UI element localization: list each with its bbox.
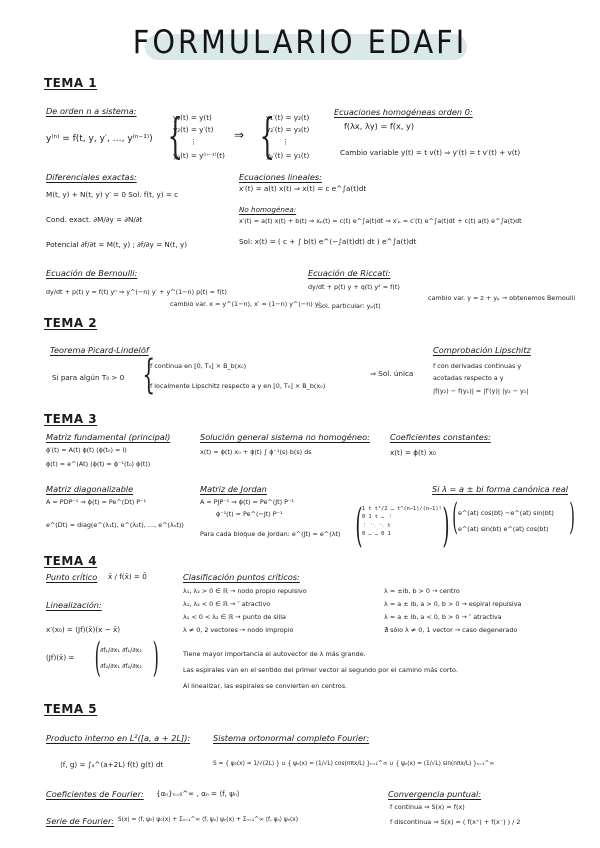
diag-eq-0: A = PDP⁻¹ ⇒ ϕ(t) = Pe^(Dt) P⁻¹ bbox=[46, 498, 147, 506]
clasif-row2-2: λ = a ± ib, a < 0, b > 0 → ″ atractiva bbox=[384, 613, 502, 621]
jacobiana-lhs: (Jf)(x̄) = bbox=[46, 653, 75, 662]
tema1-heading: TEMA 1 bbox=[44, 76, 98, 90]
picard-label: Teorema Picard-Lindelöf bbox=[50, 345, 149, 355]
diag-eq-1: e^(Dt) = diag(e^(λ₁t), e^(λ₂t), …, e^(λₙt)) bbox=[46, 521, 184, 529]
jordan-eq-0: A = PJP⁻¹ ⇒ ϕ(t) = Pe^(Jt) P⁻¹ bbox=[200, 498, 294, 506]
sistema-label: Sistema ortonormal completo Fourier: bbox=[213, 733, 370, 743]
jordan-matrix-row-1: 0 1 t … ⋮ bbox=[362, 514, 393, 521]
picard-item-1: f localmente Lipschitz respecto a y en [0, T₀] × B_b(x₀) bbox=[150, 382, 326, 390]
canonica-bracket-left: ( bbox=[452, 497, 458, 538]
homog-label: Ecuaciones homogéneas orden 0: bbox=[334, 107, 473, 117]
convergencia-label: Convergencia puntual: bbox=[388, 789, 482, 799]
coef-const-label: Coeficientes constantes: bbox=[390, 432, 491, 442]
diag-label: Matriz diagonalizable bbox=[46, 484, 134, 494]
picard-item-0: f continua en [0, T₀] × B_b(x₀) bbox=[150, 362, 247, 370]
bernoulli-cambio: cambio var. x = y^(1−n), x′ = (1−n) y^(−n) y′ bbox=[170, 300, 321, 308]
lipschitz-text-0: f con derivadas continuas y bbox=[433, 362, 522, 370]
system2-brace: { bbox=[259, 108, 275, 164]
clasif-row-2: λ₁ < 0 < λ₂ ∈ ℝ → punto de silla bbox=[183, 613, 286, 621]
orden-n-system2-0: y₁′(t) = y₂(t) bbox=[266, 113, 310, 122]
picard-result: ⇒ Sol. única bbox=[370, 369, 414, 378]
tema4-note-1: Las espirales van en el sentido del primer vector al segundo por el camino más corto. bbox=[183, 666, 458, 674]
no-homog-label: No homogénea: bbox=[239, 205, 297, 214]
coef-fourier-label: Coeficientes de Fourier: bbox=[46, 789, 144, 799]
picard-brace: { bbox=[142, 352, 156, 398]
convergencia-row-0: f continua ⇒ S(x) = f(x) bbox=[390, 803, 465, 811]
lipschitz-text-1: acotadas respecto a y bbox=[433, 374, 504, 382]
sistema-equation: S = { ψ₀(x) = 1/√(2L) } ∪ { ψₙ(x) = (1/√L) cos(nπx/L) }ₙ₌₁^∞ ∪ { ψₙ(x) = (1/√L) sin(nπx/L) }ₙ₌₁^∞ bbox=[213, 761, 495, 767]
linealizacion-equation: x′(x₀) = (Jf)(x̄)(x − x̄) bbox=[46, 625, 121, 634]
jordan-matrix bbox=[362, 505, 442, 539]
clasif-label: Clasificación puntos críticos: bbox=[183, 572, 300, 582]
bernoulli-equation: dy/dt + p(t) y = f(t) yⁿ ⇒ y^(−n) y′ + y^(1−n) p(t) = f(t) bbox=[46, 288, 227, 296]
critico-equation: x̄ / f(x̄) = 0̄ bbox=[108, 572, 147, 581]
general-equation: x(t) = ϕ(t) x₀ + ϕ(t) ∫ ϕ⁻¹(s) b(s) ds bbox=[200, 448, 312, 456]
orden-n-system2-1: y₂′(t) = y₃(t) bbox=[266, 125, 310, 134]
orden-n-system2-3: yₙ′(t) = y₁(t) bbox=[266, 151, 310, 160]
serie-equation: S(x) = ⟨f, ψ₀⟩ ψ₀(x) + Σₙ₌₁^∞ ⟨f, ψₙ⟩ ψₙ(x) + Σₙ₌₁^∞ ⟨f, ψₙ⟩ ψₙ(x) bbox=[118, 817, 298, 823]
system-brace: { bbox=[167, 108, 183, 164]
riccati-sol: Sol. particular: yₚ(t) bbox=[318, 302, 381, 310]
homog-equation: f(λx, λy) = f(x, y) bbox=[344, 121, 415, 131]
fundamental-label: Matriz fundamental (principal) bbox=[46, 432, 171, 442]
clasif-row-0: λ₁, λ₂ > 0 ∈ ℝ → nodo propio repulsivo bbox=[183, 587, 307, 595]
orden-n-label: De orden n a sistema: bbox=[46, 106, 137, 116]
jacobiana-row-0: ∂f₁/∂x₁ ∂f₁/∂x₂ bbox=[100, 646, 142, 654]
jacobiana-row-1: ∂f₂/∂x₁ ∂f₂/∂x₂ bbox=[100, 662, 142, 670]
tema4-note-0: Tiene mayor importancia el autovector de λ más grande. bbox=[183, 650, 366, 658]
critico-label: Punto crítico bbox=[46, 572, 98, 582]
canonica-row-0: e^(at) cos(bt) −e^(at) sin(bt) bbox=[458, 509, 554, 517]
tema3-heading: TEMA 3 bbox=[44, 412, 98, 426]
tema2-heading: TEMA 2 bbox=[44, 316, 98, 330]
lineales-label: Ecuaciones lineales: bbox=[239, 172, 322, 182]
clasif-row-1: λ₁, λ₂ < 0 ∈ ℝ → ″ atractivo bbox=[183, 600, 271, 608]
producto-label: Producto interno en L²([a, a + 2L]): bbox=[46, 733, 191, 743]
jordan-eq-1: ϕ⁻¹(t) = Pe^(−Jt) P⁻¹ bbox=[216, 510, 283, 518]
clasif-row2-0: λ = ±ib, b > 0 → centro bbox=[384, 587, 460, 595]
bernoulli-label: Ecuación de Bernoulli: bbox=[46, 268, 138, 278]
riccati-cambio: cambio var. y = z + yₚ → obtenemos Bernoulli bbox=[428, 294, 576, 302]
jordan-matrix-bracket-right: ) bbox=[442, 498, 450, 552]
fundamental-eq-0: ϕ′(t) = A(t) ϕ(t) (ϕ(t₀) = I) bbox=[46, 446, 127, 454]
implies-arrow: ⇒ bbox=[234, 128, 245, 142]
linealizacion-label: Linealización: bbox=[46, 600, 102, 610]
tema5-heading: TEMA 5 bbox=[44, 702, 98, 716]
homog-cambio: Cambio variable y(t) = t v(t) ⇒ y′(t) = t v′(t) + v(t) bbox=[340, 148, 521, 157]
jordan-matrix-bracket: ( bbox=[355, 498, 363, 552]
jordan-block-text: Para cada bloque de Jordan: e^(Jt) = e^(λt) bbox=[200, 530, 341, 538]
jacobiana-bracket-right: ) bbox=[152, 635, 159, 681]
clasif-row-3: λ ≠ 0, 2 vectores → nodo impropio bbox=[183, 626, 294, 634]
lineales-equation: x′(t) = a(t) x(t) ⇒ x(t) = c e^∫a(t)dt bbox=[239, 184, 367, 193]
lipschitz-label: Comprobación Lipschitz bbox=[433, 345, 531, 355]
producto-equation: ⟨f, g⟩ = ∫ₐ^(a+2L) f(t) g(t) dt bbox=[60, 760, 164, 769]
exactas-potencial: Potencial ∂f/∂t = M(t, y) ; ∂f/∂y = N(t, y) bbox=[46, 240, 187, 249]
canonica-bracket-right: ) bbox=[569, 497, 575, 538]
jacobiana-bracket-left: ( bbox=[94, 635, 101, 681]
exactas-equation: M(t, y) + N(t, y) y′ = 0 Sol. f(t, y) = c bbox=[46, 190, 179, 199]
coef-fourier-equation: {αₙ}ₙ₌₀^∞ , αₙ = ⟨f, ψₙ⟩ bbox=[156, 789, 240, 798]
orden-n-system2-2: ⋮ bbox=[282, 137, 290, 146]
jordan-matrix-row-0: 1 t t²/2 … t^(n−1)/(n−1)! bbox=[362, 506, 442, 512]
page-title: FORMULARIO EDAFI bbox=[132, 23, 468, 61]
tema4-note-2: Al linealizar, las espirales se convierten en centros. bbox=[183, 682, 348, 690]
orden-n-system-1: y₂(t) = y′(t) bbox=[173, 125, 214, 134]
jordan-label: Matriz de Jordan bbox=[200, 484, 267, 494]
riccati-label: Ecuación de Riccati: bbox=[308, 268, 391, 278]
coef-const-equation: x(t) = ϕ(t) x₀ bbox=[390, 448, 436, 457]
general-label: Solución general sistema no homogéneo: bbox=[200, 432, 370, 442]
serie-label: Serie de Fourier: bbox=[46, 816, 115, 826]
lipschitz-text-2: |f(y₂) − f(y₁)| = |f′(y)| |y₂ − y₁| bbox=[433, 387, 529, 395]
orden-n-system-0: y₁(t) = y(t) bbox=[173, 113, 212, 122]
canonica-label: Si λ = a ± bi forma canónica real bbox=[432, 484, 568, 494]
riccati-equation: dy/dt + p(t) y + q(t) y² = f(t) bbox=[308, 283, 400, 291]
fundamental-eq-1: ϕ(t) = e^(At) (ϕ(t) = ϕ⁻¹(t₀) ϕ(t)) bbox=[46, 460, 151, 468]
clasif-row2-1: λ = a ± ib, a > 0, b > 0 → espiral repulsiva bbox=[384, 600, 522, 608]
exactas-condicion: Cond. exact. ∂M/∂y = ∂N/∂t bbox=[46, 215, 143, 224]
no-homog-sol: Sol: x(t) = ( c + ∫ b(t) e^(−∫a(t)dt) dt ) e^∫a(t)dt bbox=[239, 237, 417, 246]
orden-n-system-2: ⋮ bbox=[190, 137, 198, 146]
jordan-matrix-row-2: ⋮ ⋱ ⋱ t bbox=[362, 522, 391, 529]
clasif-row2-3: ∄ sólo λ ≠ 0, 1 vector → caso degenerado bbox=[384, 626, 518, 634]
exactas-label: Diferenciales exactas: bbox=[46, 172, 137, 182]
jordan-matrix-row-3: 0 … … 0 1 bbox=[362, 531, 391, 538]
convergencia-row-1: f discontinua ⇒ S(x) = ( f(x⁺) + f(x⁻) ) / 2 bbox=[390, 818, 521, 826]
orden-n-equation: y⁽ⁿ⁾ = f(t, y, y′, …, y⁽ⁿ⁻¹⁾) bbox=[46, 134, 153, 144]
canonica-row-1: e^(at) sin(bt) e^(at) cos(bt) bbox=[458, 525, 549, 533]
no-homog-equation: x′(t) = a(t) x(t) + b(t) ⇒ xₚ(t) = c(t) e^∫a(t)dt ⇒ x′ₚ = c′(t) e^∫a(t)dt + c(t) a(t) e^∫a(t)dt bbox=[239, 217, 522, 225]
orden-n-system-3: yₙ(t) = y⁽ⁿ⁻¹⁾(t) bbox=[173, 151, 225, 160]
tema4-heading: TEMA 4 bbox=[44, 554, 98, 568]
picard-condition: Si para algún T₀ > 0 bbox=[52, 373, 125, 382]
